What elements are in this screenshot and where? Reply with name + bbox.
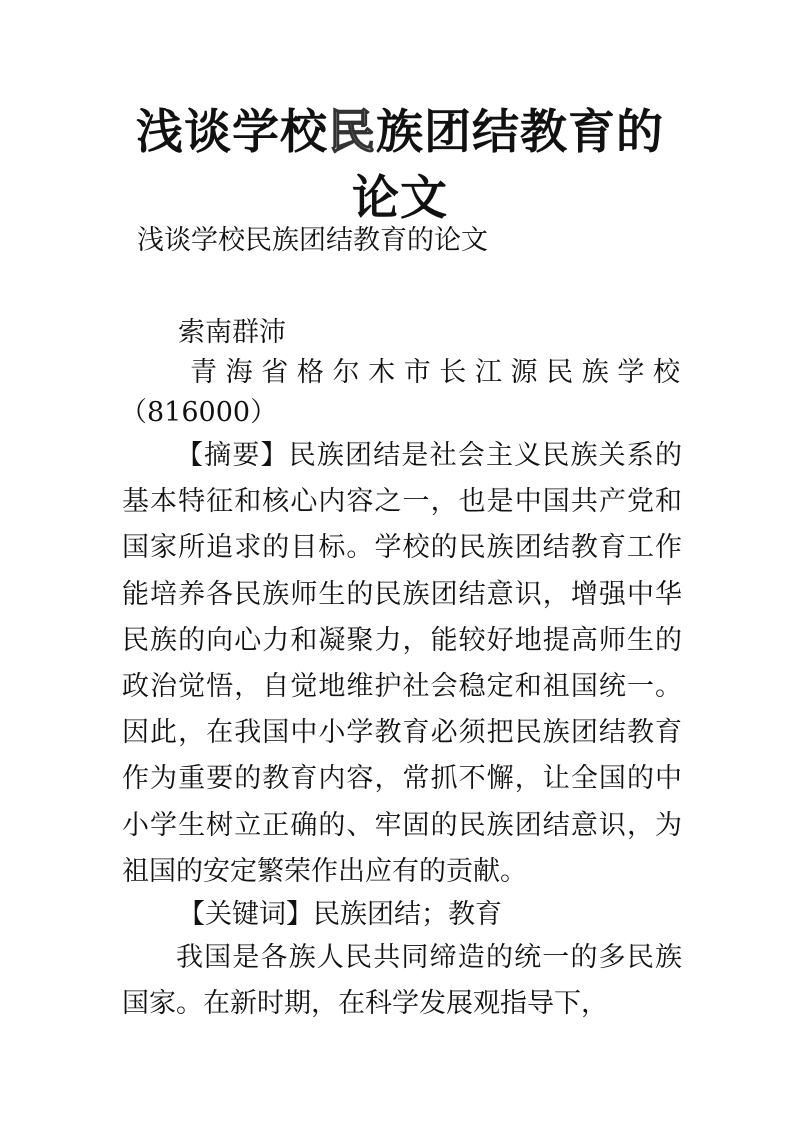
keywords: 【关键词】民族团结；教育	[178, 899, 502, 930]
title-part-2: 族团结教育的论文	[352, 105, 664, 226]
postal-code: （816000）	[120, 397, 278, 428]
intro-paragraph: 我国是各族人民共同缔造的统一的多民族国家。在新时期，在科学发展观指导下，	[122, 942, 682, 1020]
title-outlined-character: 民	[328, 105, 376, 160]
author-name: 索南群沛	[178, 317, 286, 348]
title-part-1: 浅谈学校	[136, 105, 328, 160]
subtitle: 浅谈学校民族团结教育的论文	[137, 225, 488, 256]
document-title	[120, 100, 680, 232]
author-affiliation: 青海省格尔木市长江源民族学校	[190, 357, 680, 388]
abstract-paragraph: 【摘要】民族团结是社会主义民族关系的基本特征和核心内容之一，也是中国共产党和国家所追求的目标。学校的民族团结教育工作能培养各民族师生的民族团结意识，增强中华民族的向心力和凝聚力，能较好地提高师生的政治觉悟，自觉地维护社会稳定和祖国统一。因此，在我国中小学教育必须把民族团结教育作为重要的教育内容，常抓不懈，让全国的中小学生树立正确的、牢固的民族团结意识，为祖国的安定繁荣作出应有的贡献。	[122, 440, 682, 887]
